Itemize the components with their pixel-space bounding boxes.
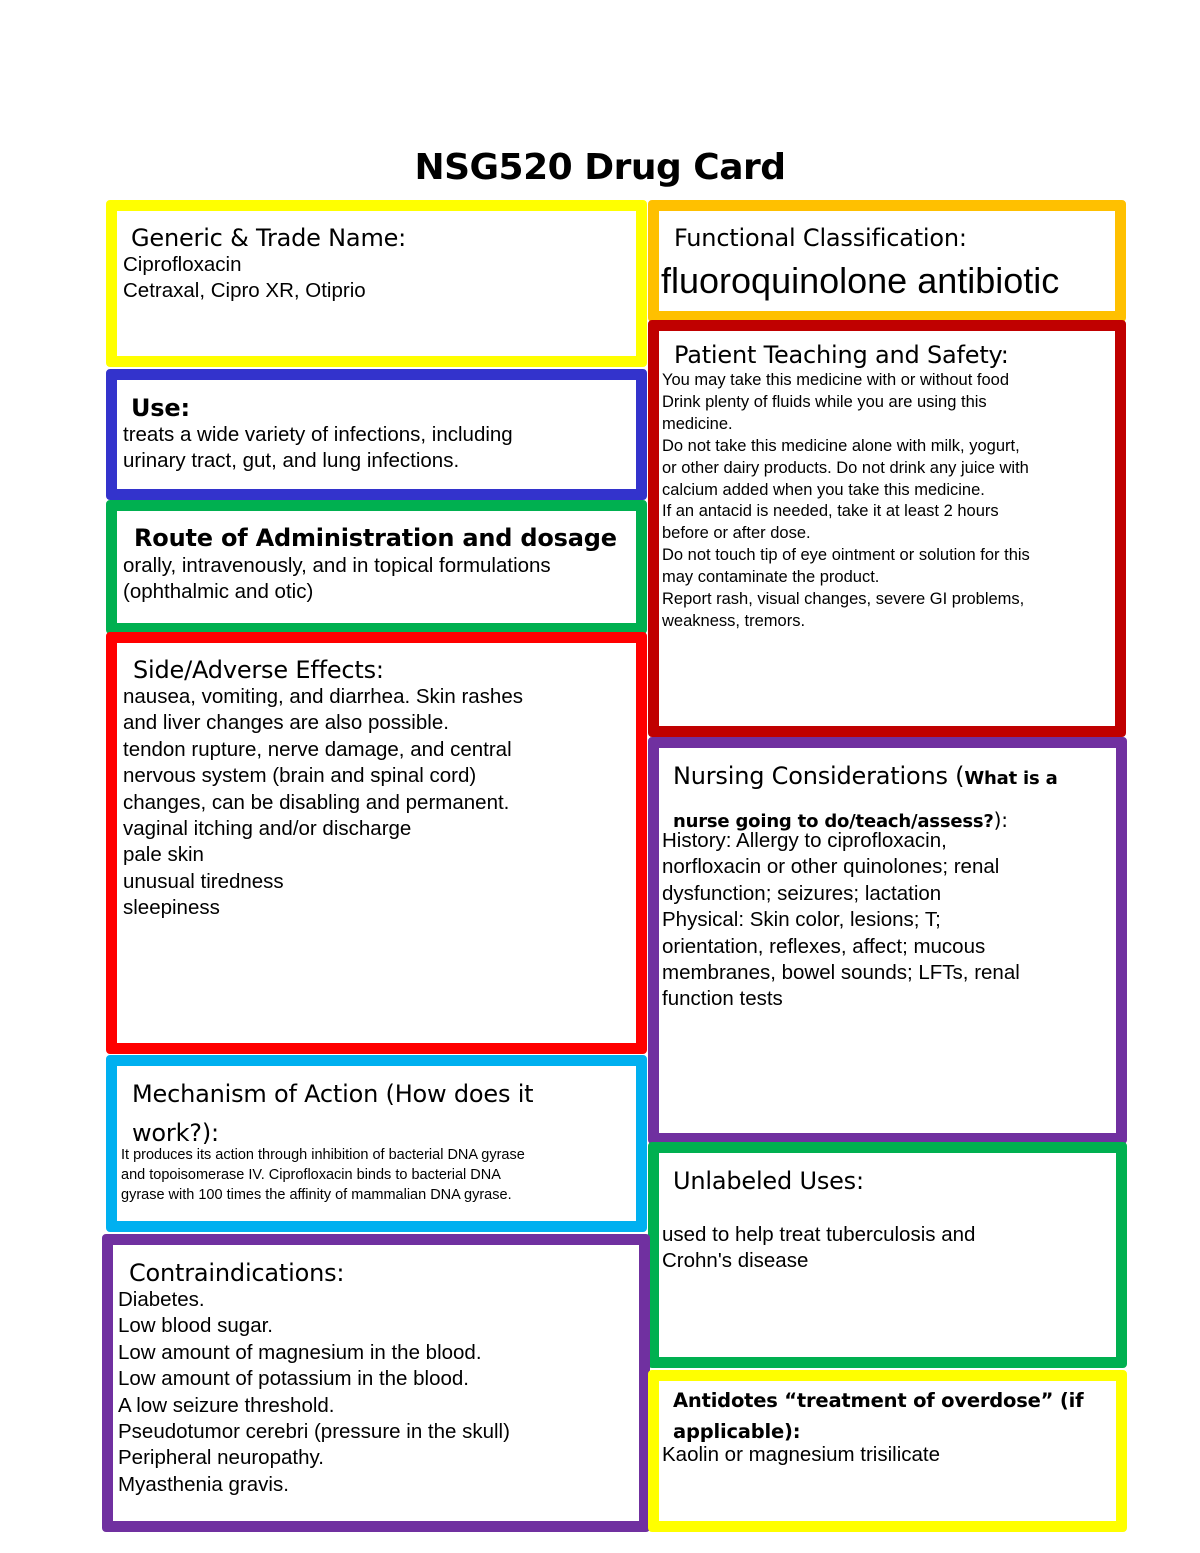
text-line: Report rash, visual changes, severe GI problems, bbox=[662, 590, 1025, 609]
nursing-heading-bold: What is a bbox=[964, 768, 1058, 789]
text-line: If an antacid is needed, take it at least 2 hours bbox=[662, 502, 999, 521]
text-line: nausea, vomiting, and diarrhea. Skin rashes bbox=[123, 685, 523, 708]
text-line: Kaolin or magnesium trisilicate bbox=[662, 1443, 941, 1466]
antidotes-body bbox=[662, 1442, 940, 1468]
text-line: Myasthenia gravis. bbox=[118, 1472, 289, 1496]
nursing-heading-sub: nurse going to do/teach/assess? bbox=[673, 811, 994, 832]
contraindications-heading: Contraindications: bbox=[129, 1259, 345, 1287]
text-line: and topoisomerase IV. Ciprofloxacin binds to bacterial DNA bbox=[121, 1167, 501, 1183]
text-line: A low seizure threshold. bbox=[118, 1393, 335, 1417]
text-line: weakness, tremors. bbox=[662, 611, 806, 630]
text-line: Cetraxal, Cipro XR, Otiprio bbox=[123, 279, 366, 303]
text-line: sleepiness bbox=[123, 896, 220, 920]
text-line: (ophthalmic and otic) bbox=[123, 580, 314, 604]
text-line: Pseudotumor cerebri (pressure in the skull) bbox=[118, 1420, 510, 1444]
text-line: function tests bbox=[662, 987, 783, 1011]
text-line: Do not take this medicine alone with milk, yogurt, bbox=[662, 436, 1020, 455]
text-line: Low amount of potassium in the blood. bbox=[118, 1367, 469, 1391]
text-line: It produces its action through inhibition of bacterial DNA gyrase bbox=[121, 1147, 525, 1163]
text-line: or other dairy products. Do not drink any juice with bbox=[662, 458, 1029, 477]
text-line: Low amount of magnesium in the blood. bbox=[118, 1340, 482, 1364]
antidotes-heading-line2: applicable): bbox=[673, 1420, 801, 1443]
nursing-body bbox=[662, 828, 1020, 1013]
text-line: orally, intravenously, and in topical formulations bbox=[123, 554, 551, 577]
text-line: pale skin bbox=[123, 843, 204, 867]
unlabeled-uses-heading: Unlabeled Uses: bbox=[673, 1167, 864, 1195]
text-line: Ciprofloxacin bbox=[123, 253, 242, 276]
text-line: Low blood sugar. bbox=[118, 1314, 274, 1338]
use-heading: Use: bbox=[131, 394, 190, 422]
side-effects-heading: Side/Adverse Effects: bbox=[133, 656, 384, 684]
page-title: NSG520 Drug Card bbox=[414, 147, 786, 188]
route-body bbox=[123, 553, 551, 606]
patient-teaching-body bbox=[662, 370, 1030, 633]
text-line: nervous system (brain and spinal cord) bbox=[123, 764, 477, 788]
text-line: Do not touch tip of eye ointment or solution for this bbox=[662, 546, 1030, 565]
text-line: membranes, bowel sounds; LFTs, renal bbox=[662, 961, 1020, 985]
text-line: changes, can be disabling and permanent. bbox=[123, 790, 510, 814]
text-line: History: Allergy to ciprofloxacin, bbox=[662, 829, 947, 852]
text-line: may contaminate the product. bbox=[662, 568, 880, 587]
nursing-heading-tail: ): bbox=[993, 808, 1008, 832]
functional-classification-value: fluoroquinolone antibiotic bbox=[661, 260, 1060, 301]
text-line: tendon rupture, nerve damage, and central bbox=[123, 737, 512, 761]
text-line: Peripheral neuropathy. bbox=[118, 1446, 324, 1470]
mechanism-heading-line2: work?): bbox=[132, 1119, 219, 1147]
antidotes-heading-line1: Antidotes “treatment of overdose” (if bbox=[673, 1389, 1084, 1412]
mechanism-heading-line1: Mechanism of Action (How does it bbox=[132, 1080, 534, 1108]
text-line: orientation, reflexes, affect; mucous bbox=[662, 934, 986, 958]
text-line: urinary tract, gut, and lung infections. bbox=[123, 449, 460, 473]
text-line: and liver changes are also possible. bbox=[123, 711, 449, 735]
text-line: calcium added when you take this medicine. bbox=[662, 480, 985, 499]
text-line: used to help treat tuberculosis and bbox=[662, 1223, 976, 1246]
text-line: norfloxacin or other quinolones; renal bbox=[662, 855, 1000, 879]
text-line: treats a wide variety of infections, including bbox=[123, 423, 513, 446]
unlabeled-uses-body bbox=[662, 1222, 975, 1275]
use-body bbox=[123, 422, 513, 475]
text-line: unusual tiredness bbox=[123, 869, 284, 893]
text-line: Crohn's disease bbox=[662, 1249, 809, 1273]
text-line: vaginal itching and/or discharge bbox=[123, 817, 412, 841]
text-line: Drink plenty of fluids while you are using this bbox=[662, 392, 987, 411]
text-line: Diabetes. bbox=[118, 1288, 205, 1311]
side-effects-body bbox=[123, 684, 523, 922]
generic-trade-body bbox=[123, 252, 366, 305]
text-line: gyrase with 100 times the affinity of mammalian DNA gyrase. bbox=[121, 1187, 512, 1203]
functional-classification-heading: Functional Classification: bbox=[674, 224, 967, 252]
text-line: dysfunction; seizures; lactation bbox=[662, 881, 942, 905]
nursing-heading-line1 bbox=[673, 762, 1058, 790]
contraindications-body bbox=[118, 1287, 510, 1498]
text-line: You may take this medicine with or without food bbox=[662, 371, 1009, 389]
text-line: medicine. bbox=[662, 414, 733, 433]
text-line: before or after dose. bbox=[662, 524, 811, 543]
generic-trade-heading: Generic & Trade Name: bbox=[131, 224, 407, 252]
nursing-heading-main: Nursing Considerations ( bbox=[673, 762, 965, 790]
patient-teaching-heading: Patient Teaching and Safety: bbox=[674, 341, 1009, 369]
text-line: Physical: Skin color, lesions; T; bbox=[662, 908, 941, 932]
mechanism-body bbox=[121, 1145, 525, 1205]
route-heading: Route of Administration and dosage bbox=[134, 524, 617, 552]
